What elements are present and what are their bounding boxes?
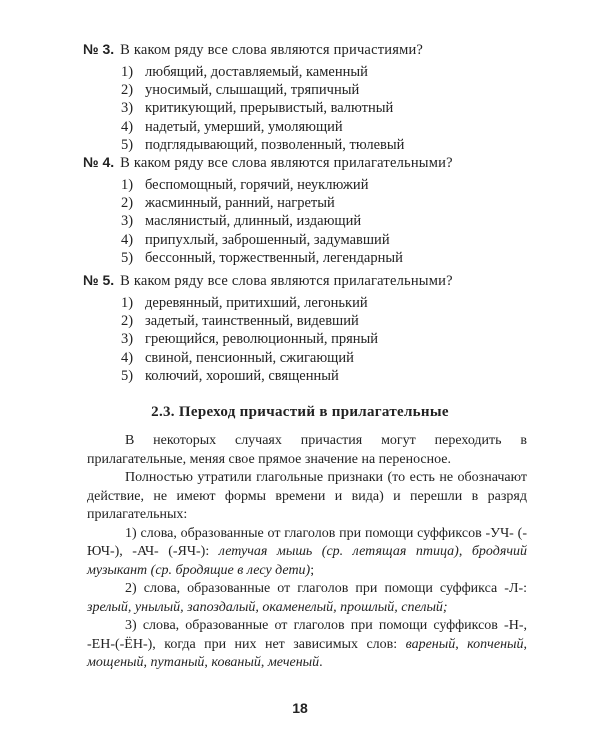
option-number: 2) bbox=[121, 313, 134, 330]
separator: , bbox=[523, 636, 527, 652]
option-number: 1) bbox=[121, 295, 134, 311]
option-number: 3) bbox=[121, 213, 134, 230]
question-header bbox=[83, 40, 543, 59]
separator: , bbox=[143, 655, 151, 670]
question-text: В каком ряду все слова являются причастиями? bbox=[120, 42, 424, 58]
example-text: путаный bbox=[150, 655, 205, 670]
question-3 bbox=[83, 40, 543, 154]
example-text: зрелый, унылый, запоздалый, окаменелый, прошлый, спелый; bbox=[87, 599, 448, 615]
example-text: меченый bbox=[267, 655, 320, 670]
question-number: № 3. bbox=[83, 41, 115, 57]
question-header bbox=[83, 153, 543, 172]
option-number: 4) bbox=[121, 118, 134, 135]
answer-option bbox=[83, 63, 543, 81]
option-text: бессонный, торжественный, легендарный bbox=[145, 249, 403, 266]
answer-option bbox=[83, 349, 543, 367]
separator: , bbox=[204, 655, 212, 670]
option-number: 4) bbox=[121, 349, 134, 366]
example-text: мощеный bbox=[87, 655, 144, 670]
option-text: деревянный, притихший, легонький bbox=[145, 295, 368, 311]
question-number: № 5. bbox=[83, 272, 115, 288]
separator: , bbox=[458, 544, 472, 559]
answer-option bbox=[83, 249, 543, 267]
example-text: кованый bbox=[211, 655, 261, 670]
option-text: припухлый, заброшенный, задумавший bbox=[145, 231, 390, 248]
question-header bbox=[83, 271, 543, 290]
question-text: В каком ряду все слова являются прилагательными? bbox=[120, 155, 453, 171]
paragraph-suffix-uch bbox=[87, 525, 527, 581]
option-number: 3) bbox=[121, 331, 134, 348]
example-text: летучая мышь (ср. летящая птица) bbox=[218, 544, 459, 559]
section-body bbox=[87, 432, 527, 673]
option-text: любящий, доставляемый, каменный bbox=[145, 64, 368, 80]
option-text: критикующий, прерывистый, валютный bbox=[145, 100, 394, 117]
option-text: колючий, хороший, священный bbox=[145, 367, 339, 384]
question-number: № 4. bbox=[83, 154, 115, 170]
answer-option bbox=[83, 367, 543, 385]
paragraph-suffix-n bbox=[87, 617, 527, 673]
option-text: маслянистый, длинный, издающий bbox=[145, 213, 362, 230]
question-4 bbox=[83, 153, 543, 267]
paragraph-text: 2) слова, образованные от глаголов при помощи суффикса -Л-: bbox=[125, 581, 527, 596]
paragraph-suffix-l bbox=[87, 580, 527, 617]
answer-option bbox=[83, 194, 543, 212]
option-number: 5) bbox=[121, 367, 134, 384]
option-text: жасминный, ранний, нагретый bbox=[145, 195, 335, 212]
question-5 bbox=[83, 271, 543, 385]
question-text: В каком ряду все слова являются прилагательными? bbox=[120, 273, 453, 289]
answer-option bbox=[83, 118, 543, 136]
option-text: подглядывающий, позволенный, тюлевый bbox=[145, 136, 405, 153]
answer-option bbox=[83, 212, 543, 230]
answer-option bbox=[83, 330, 543, 348]
paragraph-text: ; bbox=[310, 562, 315, 578]
answer-options bbox=[83, 294, 543, 385]
option-number: 1) bbox=[121, 64, 134, 80]
option-text: свиной, пенсионный, сжигающий bbox=[145, 349, 354, 366]
option-text: уносимый, слышащий, тряпичный bbox=[145, 82, 360, 99]
answer-options bbox=[83, 176, 543, 267]
answer-option bbox=[83, 312, 543, 330]
example-text: копченый bbox=[467, 636, 524, 652]
option-text: надетый, умерший, умоляющий bbox=[145, 118, 343, 135]
answer-option bbox=[83, 294, 543, 312]
option-number: 2) bbox=[121, 195, 134, 212]
answer-option bbox=[83, 99, 543, 117]
separator: , bbox=[455, 636, 468, 652]
paragraph: В некоторых случаях причастия могут переходить в прилагательные, меняя свое прямое значение на переносное. bbox=[87, 433, 527, 467]
answer-option bbox=[83, 176, 543, 194]
option-number: 3) bbox=[121, 100, 134, 117]
separator: , bbox=[260, 655, 268, 670]
page-number: 18 bbox=[292, 700, 308, 716]
option-number: 2) bbox=[121, 82, 134, 99]
option-text: греющийся, революционный, пряный bbox=[145, 331, 379, 348]
paragraph-text: . bbox=[319, 655, 323, 670]
paragraph-text: 3) слова, образованные от глаголов при помощи суффиксов -Н-, -ЕН-(-ЁН-), когда при них нет зависимых слов: bbox=[87, 618, 527, 652]
answer-options bbox=[83, 63, 543, 154]
example-text: вареный bbox=[405, 636, 456, 652]
paragraph: Полностью утратили глагольные признаки (то есть не обозначают действие, не имеют формы времени и вида) и перешли в разряд прилагательных: bbox=[87, 470, 527, 522]
paragraph-text: 1) слова, образованные от глаголов при помощи суффиксов -УЧ- (-ЮЧ-), -АЧ- (-ЯЧ-): bbox=[87, 525, 527, 559]
answer-option bbox=[83, 231, 543, 249]
option-number: 1) bbox=[121, 177, 134, 193]
option-number: 5) bbox=[121, 136, 134, 153]
answer-option bbox=[83, 136, 543, 154]
example-text: бродячий музыкант (ср. бродящие в лесу дети) bbox=[87, 544, 527, 578]
section-title: 2.3. Переход причастий в прилагательные bbox=[151, 404, 449, 420]
option-number: 5) bbox=[121, 249, 134, 266]
option-text: задетый, таинственный, видевший bbox=[145, 313, 359, 330]
option-number: 4) bbox=[121, 231, 134, 248]
option-text: беспомощный, горячий, неуклюжий bbox=[145, 177, 369, 193]
answer-option bbox=[83, 81, 543, 99]
